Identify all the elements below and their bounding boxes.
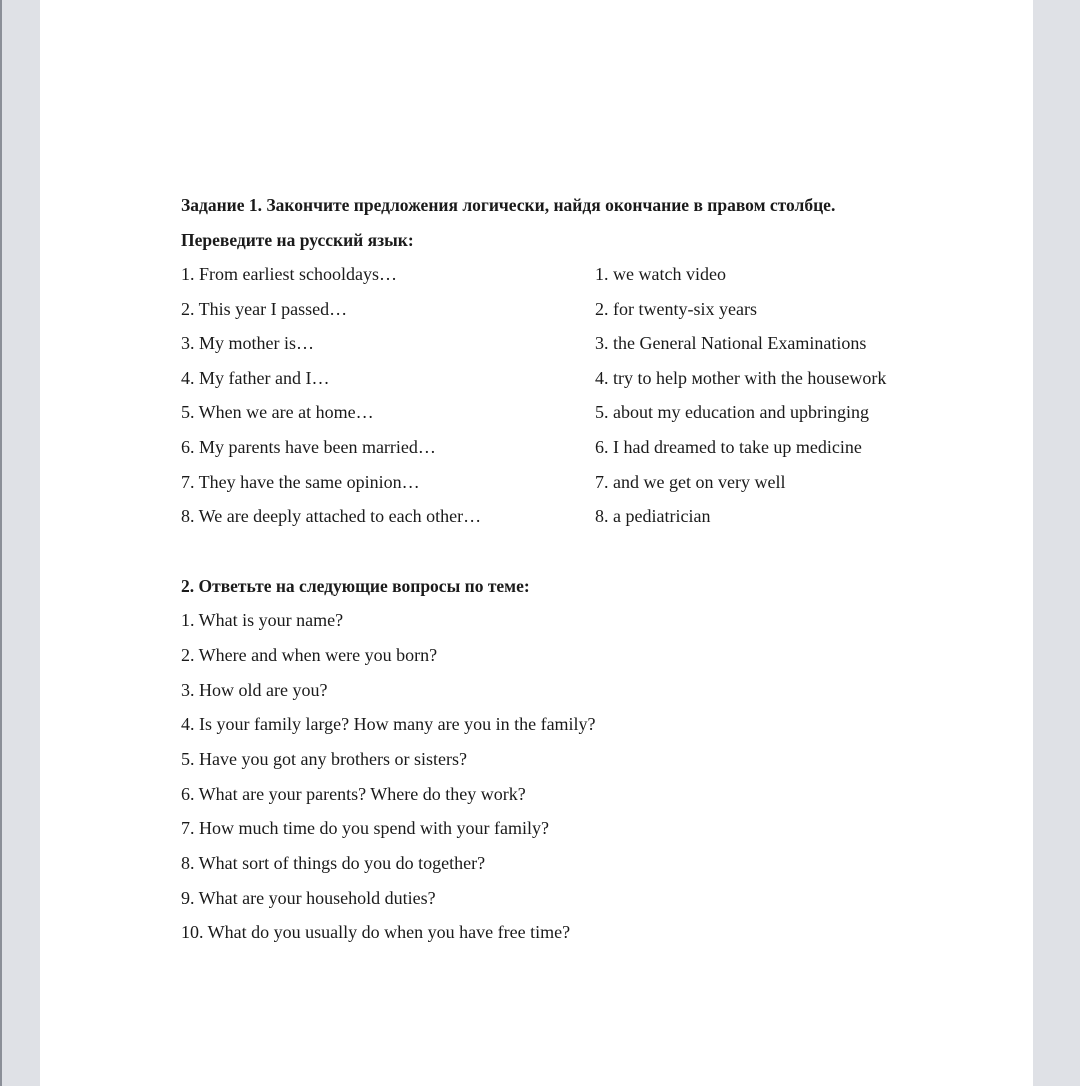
sentence-start: 3. My mother is… [181,333,314,354]
sentence-ending: 1. we watch video [595,264,726,284]
question-item: 10. What do you usually do when you have free time? [181,922,571,943]
sentence-start: 8. We are deeply attached to each other… [181,506,482,527]
task1-match-table [181,257,981,534]
sentence-ending: 4. try to help мother with the housework [595,367,887,388]
match-row [181,430,981,465]
sentence-start: 4. My father and I… [181,367,330,388]
question-item: 4. Is your family large? How many are you in the family? [181,714,596,735]
sentence-ending: 7. and we get on very well [595,471,786,492]
match-row [181,361,981,396]
sentence-ending: 6. I had dreamed to take up medicine [595,436,862,457]
question-item: 8. What sort of things do you do together? [181,853,486,874]
match-row [181,292,981,327]
sentence-ending: 5. about my education and upbringing [595,402,869,423]
match-row [181,326,981,361]
sentence-start: 5. When we are at home… [181,402,374,423]
sentence-ending: 8. a pediatrician [595,506,711,527]
sentence-start: 6. My parents have been married… [181,436,436,457]
sentence-start: 2. This year I passed… [181,298,348,319]
sentence-ending: 2. for twenty-six years [595,298,757,319]
question-item: 7. How much time do you spend with your family? [181,818,549,839]
sentence-start: 1. From earliest schooldays… [181,264,397,284]
question-item: 5. Have you got any brothers or sisters? [181,749,467,769]
question-item: 9. What are your household duties? [181,887,436,908]
sentence-start: 7. They have the same opinion… [181,471,420,492]
task2-heading: 2. Ответьте на следующие вопросы по теме: [181,575,530,596]
question-item: 6. What are your parents? Where do they work? [181,783,526,804]
match-row [181,499,981,534]
question-item: 3. How old are you? [181,679,328,700]
question-item: 2. Where and when were you born? [181,644,438,665]
match-row [181,257,981,292]
task1-heading-line1: Задание 1. Закончите предложения логически, найдя окончание в правом столбце. [181,195,836,215]
match-row [181,465,981,500]
sentence-ending: 3. the General National Examinations [595,333,867,354]
task1-heading-line2: Переведите на русский язык: [181,229,414,250]
task2-question-list [181,603,981,950]
match-row [181,395,981,430]
document-content [181,188,981,950]
viewer-left-edge [0,0,2,1086]
section-spacer [181,534,981,569]
document-page [40,0,1033,1086]
question-item: 1. What is your name? [181,610,344,631]
